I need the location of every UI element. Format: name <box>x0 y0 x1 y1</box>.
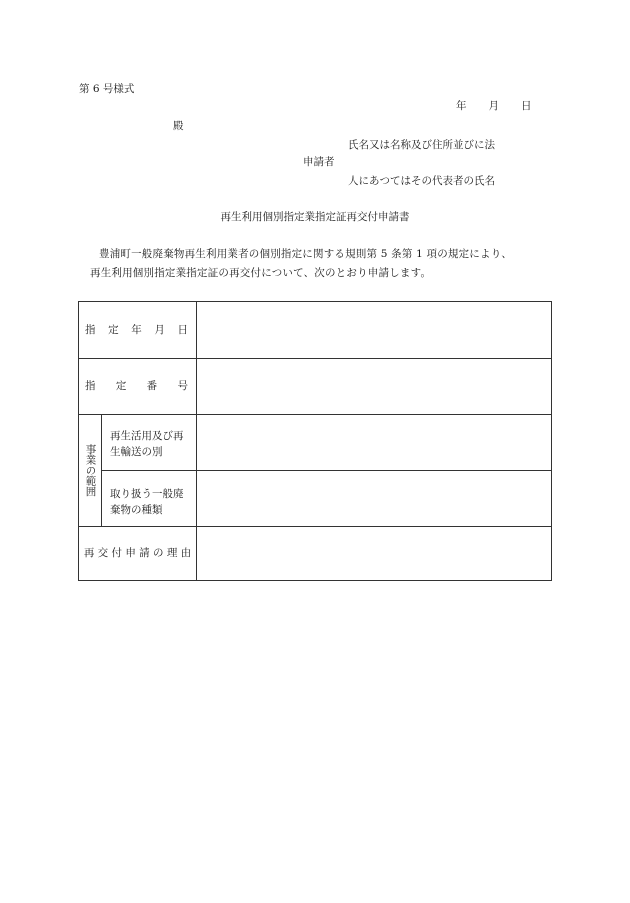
designation-number-label <box>79 359 196 414</box>
body-text-line2: 再生利用個別指定業指定証の再交付について、次のとおり申請します。 <box>90 267 432 279</box>
applicant-name-line1: 氏名又は名称及び住所並びに法 <box>348 139 495 151</box>
date-year-label: 年 <box>456 100 467 112</box>
char: 指 <box>85 380 96 393</box>
date-month-label: 月 <box>488 100 499 112</box>
recycling-type-label: 再生活用及び再生輸送の別 <box>110 430 184 459</box>
application-form-table <box>78 301 552 581</box>
char: 年 <box>131 323 142 336</box>
document-title: 再生利用個別指定業指定証再交付申請書 <box>220 211 410 223</box>
waste-type-label: 取り扱う一般廃棄物の種類 <box>110 488 184 517</box>
reissue-reason-field[interactable] <box>197 527 551 580</box>
designation-number-field[interactable] <box>197 359 551 414</box>
char: 月 <box>154 323 165 336</box>
business-scope-label: 事業の範囲 <box>84 444 97 497</box>
date-day-label: 日 <box>521 100 532 112</box>
reissue-reason-label: 再 交 付 申 請 の 理 由 <box>83 547 192 560</box>
designation-date-field[interactable] <box>197 302 551 358</box>
char: 指 <box>85 323 96 336</box>
char: 日 <box>177 323 188 336</box>
date-line <box>456 101 532 112</box>
char: 定 <box>108 323 119 336</box>
addressee-suffix: 殿 <box>173 120 184 132</box>
form-number: 第 6 号様式 <box>79 83 135 95</box>
body-text-line1: 豊浦町一般廃棄物再生利用業者の個別指定に関する規則第 5 条第 1 項の規定により、 <box>99 248 513 260</box>
designation-date-label <box>79 302 196 358</box>
waste-type-field[interactable] <box>197 471 551 526</box>
char: 定 <box>115 380 127 393</box>
applicant-label: 申請者 <box>303 156 335 168</box>
char: 号 <box>177 380 188 393</box>
recycling-type-field[interactable] <box>197 415 551 470</box>
applicant-name-line2: 人にあつてはその代表者の氏名 <box>348 175 495 187</box>
char: 番 <box>146 380 158 393</box>
